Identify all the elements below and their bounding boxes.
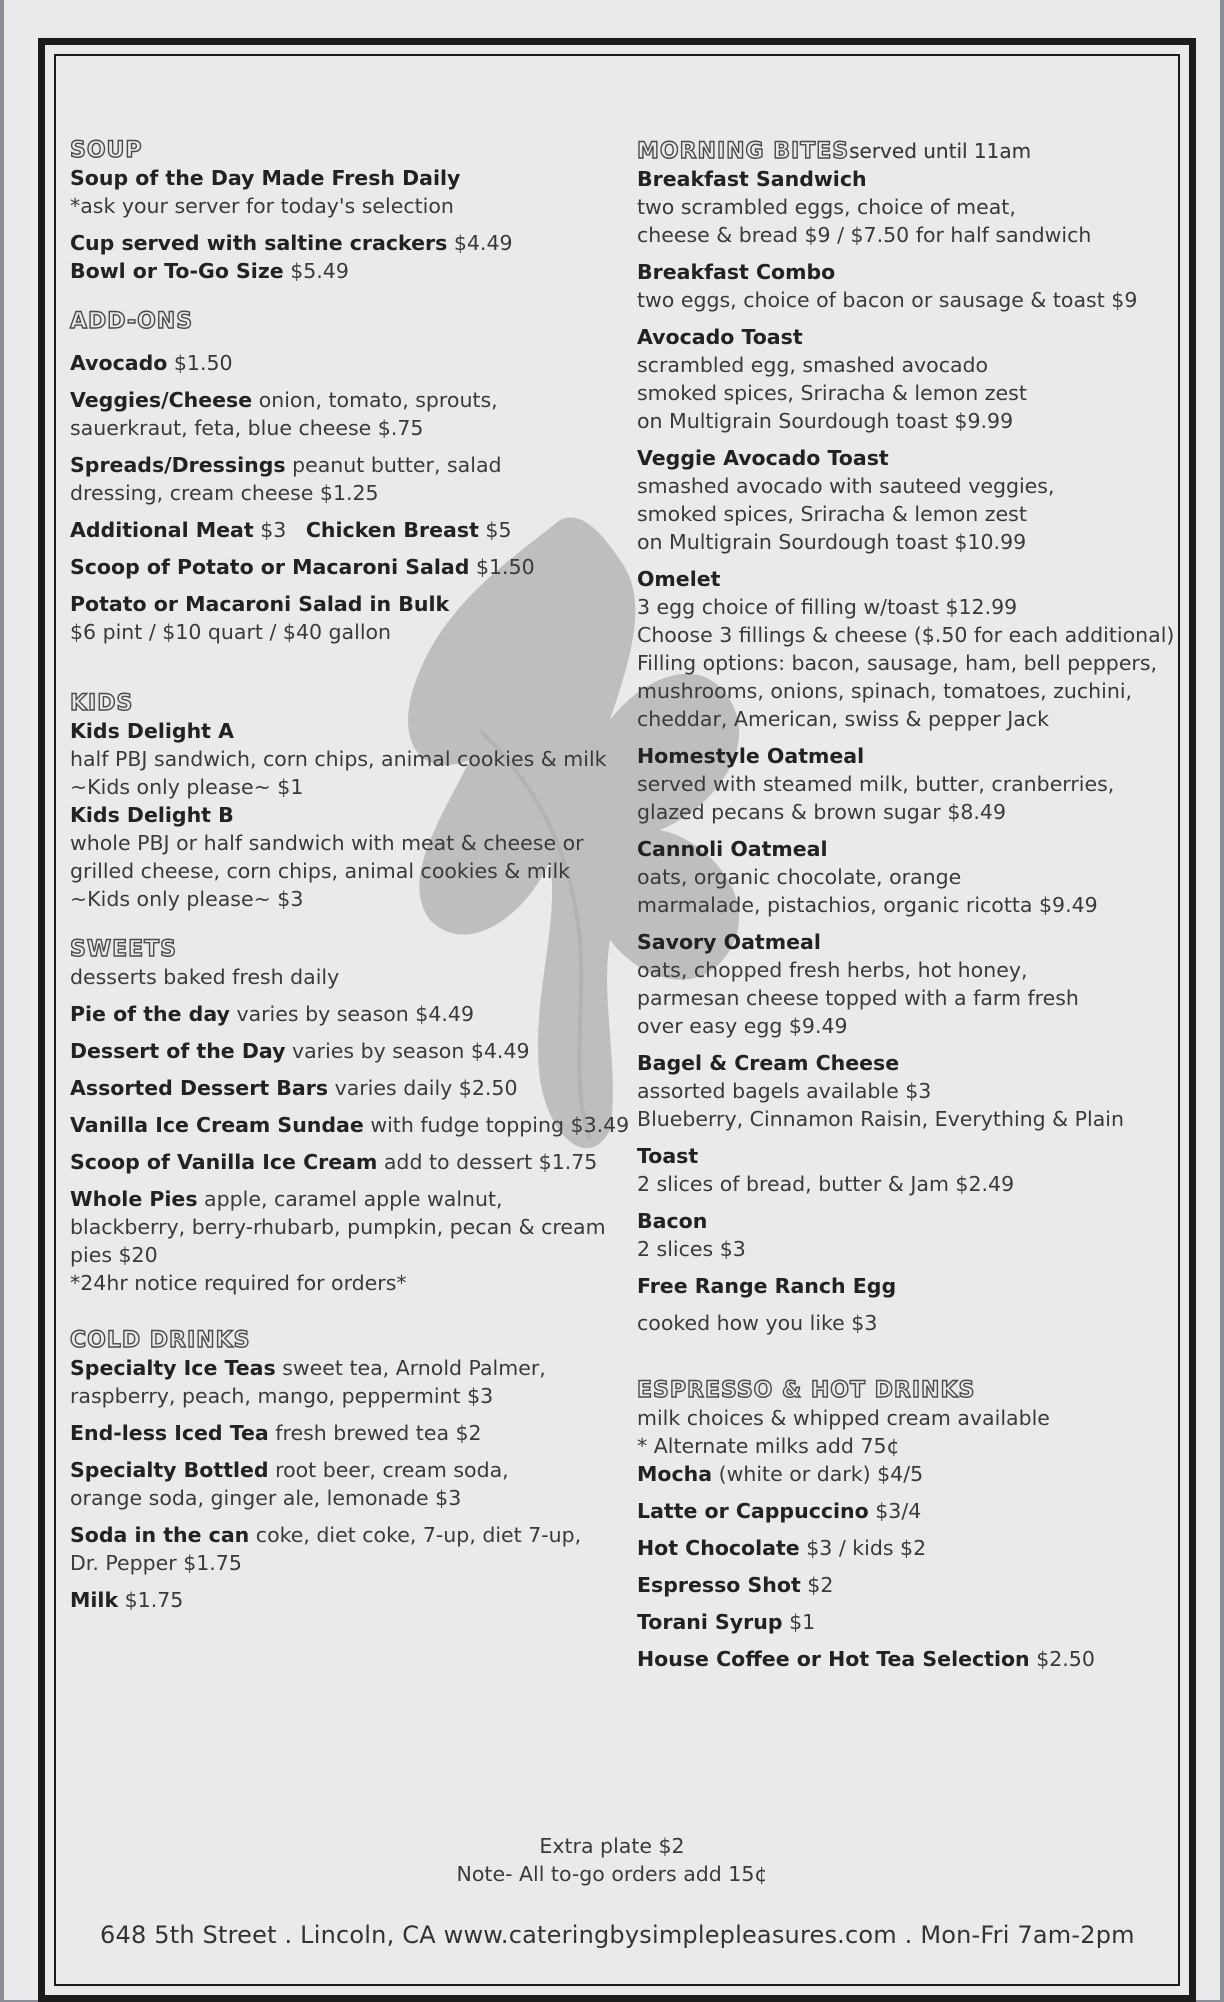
- kids-section: [70, 691, 630, 913]
- morning-bites-heading: MORNING BITES: [637, 139, 850, 164]
- avocado-toast-desc-3: on Multigrain Sourdough toast $9.99: [637, 409, 1014, 433]
- kids-a-desc: half PBJ sandwich, corn chips, animal cookies & milk: [70, 747, 607, 771]
- morning-bites-note: served until 11am: [849, 139, 1032, 163]
- breakfast-sandwich-desc: two scrambled eggs, choice of meat,: [637, 195, 1016, 219]
- togo-note: Note- All to-go orders add 15¢: [456, 1862, 768, 1886]
- list-item: [637, 742, 1177, 826]
- list-item: [637, 1142, 1177, 1198]
- ice-teas-label: Specialty Ice Teas: [70, 1356, 276, 1380]
- sweets-heading: SWEETS: [70, 937, 178, 962]
- bottled-label: Specialty Bottled: [70, 1458, 269, 1482]
- scoop-salad-label: Scoop of Potato or Macaroni Salad: [70, 555, 470, 579]
- veggie-avocado-toast-desc: smashed avocado with sauteed veggies,: [637, 474, 1055, 498]
- meat-price: $3: [260, 518, 287, 542]
- savory-oatmeal-desc: oats, chopped fresh herbs, hot honey,: [637, 958, 1028, 982]
- list-item: [70, 1074, 630, 1102]
- bottled-desc: root beer, cream soda,: [275, 1458, 509, 1482]
- milk-price: $1.75: [124, 1588, 184, 1612]
- list-item: [70, 1354, 630, 1410]
- hot-chocolate-desc: $3 / kids $2: [806, 1536, 927, 1560]
- kids-b-desc-2: grilled cheese, corn chips, animal cookies & milk: [70, 859, 571, 883]
- list-item: [637, 1571, 1177, 1599]
- iced-tea-label: End-less Iced Tea: [70, 1421, 269, 1445]
- bacon-desc: 2 slices $3: [637, 1237, 746, 1261]
- toast-desc: 2 slices of bread, butter & Jam $2.49: [637, 1172, 1015, 1196]
- savory-oatmeal-desc-2: parmesan cheese topped with a farm fresh: [637, 986, 1079, 1010]
- list-item: [70, 1037, 630, 1065]
- sweets-section: [70, 937, 630, 1297]
- list-item: [637, 1049, 1177, 1133]
- list-item: [637, 1608, 1177, 1636]
- cup-label: Cup served with saltine crackers: [70, 231, 448, 255]
- cannoli-oatmeal-desc-2: marmalade, pistachios, organic ricotta $9.49: [637, 893, 1098, 917]
- list-item: [70, 451, 630, 507]
- soup-note: *ask your server for today's selection: [70, 194, 454, 218]
- bulk-desc: $6 pint / $10 quart / $40 gallon: [70, 620, 392, 644]
- kids-a-note: ~Kids only please~ $1: [70, 775, 304, 799]
- bowl-price: $5.49: [290, 259, 349, 283]
- veggies-desc: onion, tomato, sprouts,: [258, 388, 498, 412]
- pies-note: *24hr notice required for orders*: [70, 1271, 407, 1295]
- meat-label: Additional Meat: [70, 518, 254, 542]
- savory-oatmeal-title: Savory Oatmeal: [637, 930, 821, 954]
- chicken-label: Chicken Breast: [305, 518, 479, 542]
- soda-desc-2: Dr. Pepper $1.75: [70, 1551, 242, 1575]
- toast-title: Toast: [637, 1144, 699, 1168]
- list-item: [70, 1521, 630, 1577]
- list-item: [70, 1185, 630, 1297]
- bacon-title: Bacon: [637, 1209, 708, 1233]
- soup-title: Soup of the Day Made Fresh Daily: [70, 166, 461, 190]
- latte-desc: $3/4: [875, 1499, 922, 1523]
- ice-teas-desc-2: raspberry, peach, mango, peppermint $3: [70, 1384, 494, 1408]
- torani-desc: $1: [789, 1610, 816, 1634]
- omelet-desc-4: mushrooms, onions, spinach, tomatoes, zuchini,: [637, 679, 1133, 703]
- soda-desc: coke, diet coke, 7-up, diet 7-up,: [255, 1523, 582, 1547]
- soup-heading: SOUP: [70, 138, 143, 163]
- list-item: [70, 1111, 630, 1139]
- omelet-desc: 3 egg choice of filling w/toast $12.99: [637, 595, 1018, 619]
- mocha-label: Mocha: [637, 1462, 713, 1486]
- left-column: [70, 138, 630, 1623]
- sundae-desc: with fudge topping $3.49: [370, 1113, 630, 1137]
- list-item: [637, 1207, 1177, 1263]
- avocado-toast-desc: scrambled egg, smashed avocado: [637, 353, 989, 377]
- list-item: [70, 516, 630, 544]
- soda-label: Soda in the can: [70, 1523, 250, 1547]
- list-item: [637, 928, 1177, 1040]
- addons-heading: ADD-ONS: [70, 309, 194, 334]
- dessert-desc: varies by season $4.49: [291, 1039, 530, 1063]
- hot-drinks-sub-2: * Alternate milks add 75¢: [637, 1434, 900, 1458]
- veggie-avocado-toast-title: Veggie Avocado Toast: [637, 446, 889, 470]
- homestyle-oatmeal-title: Homestyle Oatmeal: [637, 744, 865, 768]
- spreads-desc-2: dressing, cream cheese $1.25: [70, 481, 379, 505]
- hot-drinks-heading: ESPRESSO & HOT DRINKS: [637, 1378, 976, 1403]
- list-item: [70, 1000, 630, 1028]
- omelet-desc-5: cheddar, American, swiss & pepper Jack: [637, 707, 1049, 731]
- avocado-toast-desc-2: smoked spices, Sriracha & lemon zest: [637, 381, 1027, 405]
- bagel-desc: assorted bagels available $3: [637, 1079, 932, 1103]
- bulk-label: Potato or Macaroni Salad in Bulk: [70, 592, 450, 616]
- sundae-label: Vanilla Ice Cream Sundae: [70, 1113, 364, 1137]
- bars-label: Assorted Dessert Bars: [70, 1076, 329, 1100]
- bottled-desc-2: orange soda, ginger ale, lemonade $3: [70, 1486, 462, 1510]
- coffee-desc: $2.50: [1036, 1647, 1095, 1671]
- bagel-desc-2: Blueberry, Cinnamon Raisin, Everything & Plain: [637, 1107, 1124, 1131]
- list-item: [70, 1586, 630, 1614]
- list-item: [637, 1497, 1177, 1525]
- list-item: [637, 1534, 1177, 1562]
- cup-price: $4.49: [453, 231, 513, 255]
- soup-section: [70, 138, 630, 285]
- hot-drinks-sub: milk choices & whipped cream available: [637, 1406, 1050, 1430]
- breakfast-combo-title: Breakfast Combo: [637, 260, 836, 284]
- kids-b-title: Kids Delight B: [70, 803, 234, 827]
- homestyle-oatmeal-desc-2: glazed pecans & brown sugar $8.49: [637, 800, 1007, 824]
- avocado-toast-title: Avocado Toast: [637, 325, 803, 349]
- list-item: [637, 258, 1177, 314]
- list-item: [637, 835, 1177, 919]
- breakfast-combo-desc: two eggs, choice of bacon or sausage & toast $9: [637, 288, 1138, 312]
- extra-plate-note: Extra plate $2: [539, 1834, 685, 1858]
- kids-b-desc: whole PBJ or half sandwich with meat & cheese or: [70, 831, 584, 855]
- list-item: [637, 1645, 1177, 1673]
- latte-label: Latte or Cappuccino: [637, 1499, 869, 1523]
- cannoli-oatmeal-title: Cannoli Oatmeal: [637, 837, 828, 861]
- ranch-egg-desc: cooked how you like $3: [637, 1311, 878, 1335]
- omelet-desc-2: Choose 3 fillings & cheese ($.50 for each additional): [637, 623, 1175, 647]
- pies-label: Whole Pies: [70, 1187, 198, 1211]
- list-item: [70, 1148, 630, 1176]
- list-item: [637, 565, 1177, 733]
- hot-chocolate-label: Hot Chocolate: [637, 1536, 800, 1560]
- avocado-label: Avocado: [70, 351, 168, 375]
- ice-teas-desc: sweet tea, Arnold Palmer,: [282, 1356, 546, 1380]
- bars-desc: varies daily $2.50: [334, 1076, 518, 1100]
- hot-drinks-section: [637, 1378, 1177, 1673]
- list-item: [637, 1460, 1177, 1488]
- scoop-icecream-label: Scoop of Vanilla Ice Cream: [70, 1150, 378, 1174]
- chicken-price: $5: [485, 518, 512, 542]
- pies-desc-3: pies $20: [70, 1243, 158, 1267]
- scoop-salad-price: $1.50: [475, 555, 535, 579]
- savory-oatmeal-desc-3: over easy egg $9.49: [637, 1014, 848, 1038]
- pies-desc: apple, caramel apple walnut,: [204, 1187, 503, 1211]
- footer-address: 648 5th Street . Lincoln, CA www.cateringbysimplepleasures.com . Mon-Fri 7am-2pm: [100, 1921, 1135, 1949]
- omelet-title: Omelet: [637, 567, 721, 591]
- milk-label: Milk: [70, 1588, 119, 1612]
- espresso-label: Espresso Shot: [637, 1573, 801, 1597]
- veggies-desc-2: sauerkraut, feta, blue cheese $.75: [70, 416, 424, 440]
- veggie-avocado-toast-desc-2: smoked spices, Sriracha & lemon zest: [637, 502, 1027, 526]
- spreads-desc: peanut butter, salad: [292, 453, 502, 477]
- ranch-egg-title: Free Range Ranch Egg: [637, 1274, 897, 1298]
- kids-heading: KIDS: [70, 691, 134, 716]
- torani-label: Torani Syrup: [637, 1610, 783, 1634]
- spreads-label: Spreads/Dressings: [70, 453, 286, 477]
- cannoli-oatmeal-desc: oats, organic chocolate, orange: [637, 865, 962, 889]
- list-item: [637, 1272, 1177, 1337]
- kids-b-note: ~Kids only please~ $3: [70, 887, 304, 911]
- veggies-label: Veggies/Cheese: [70, 388, 253, 412]
- omelet-desc-3: Filling options: bacon, sausage, ham, bell peppers,: [637, 651, 1158, 675]
- list-item: [70, 349, 630, 377]
- list-item: [637, 444, 1177, 556]
- morning-bites-section: [637, 138, 1177, 1337]
- scoop-icecream-desc: add to dessert $1.75: [383, 1150, 598, 1174]
- cold-drinks-section: [70, 1328, 630, 1614]
- cold-drinks-heading: COLD DRINKS: [70, 1328, 251, 1353]
- list-item: [70, 553, 630, 581]
- pie-label: Pie of the day: [70, 1002, 230, 1026]
- bagel-title: Bagel & Cream Cheese: [637, 1051, 900, 1075]
- list-item: [70, 1456, 630, 1512]
- sweets-sub: desserts baked fresh daily: [70, 965, 340, 989]
- kids-a-title: Kids Delight A: [70, 719, 234, 743]
- veggie-avocado-toast-desc-3: on Multigrain Sourdough toast $10.99: [637, 530, 1027, 554]
- pies-desc-2: blackberry, berry-rhubarb, pumpkin, pecan & cream: [70, 1215, 606, 1239]
- iced-tea-desc: fresh brewed tea $2: [275, 1421, 482, 1445]
- pie-desc: varies by season $4.49: [236, 1002, 474, 1026]
- list-item: [637, 165, 1177, 249]
- coffee-label: House Coffee or Hot Tea Selection: [637, 1647, 1030, 1671]
- list-item: [70, 590, 630, 646]
- espresso-desc: $2: [807, 1573, 834, 1597]
- list-item: [70, 386, 630, 442]
- addons-section: [70, 309, 630, 646]
- mocha-desc: (white or dark) $4/5: [718, 1462, 924, 1486]
- bowl-label: Bowl or To-Go Size: [70, 259, 284, 283]
- homestyle-oatmeal-desc: served with steamed milk, butter, cranberries,: [637, 772, 1115, 796]
- list-item: [637, 323, 1177, 435]
- list-item: [70, 1419, 630, 1447]
- breakfast-sandwich-desc-2: cheese & bread $9 / $7.50 for half sandwich: [637, 223, 1092, 247]
- dessert-label: Dessert of the Day: [70, 1039, 286, 1063]
- breakfast-sandwich-title: Breakfast Sandwich: [637, 167, 867, 191]
- right-column: [637, 138, 1177, 1682]
- avocado-price: $1.50: [173, 351, 233, 375]
